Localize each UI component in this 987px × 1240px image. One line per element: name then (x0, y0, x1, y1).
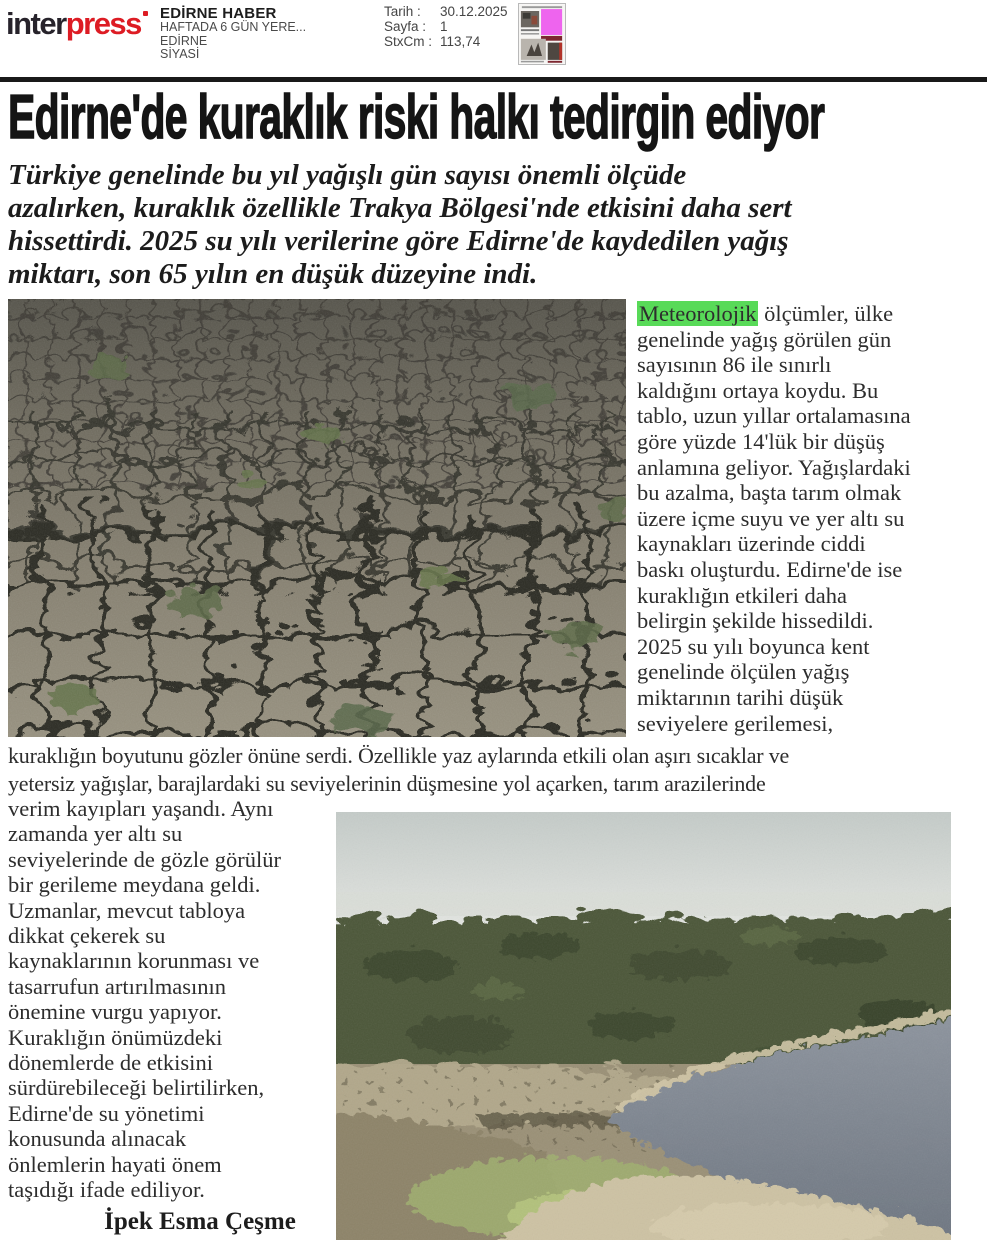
publication-frequency: HAFTADA 6 GÜN YERE... (160, 20, 307, 34)
article-headline: Edirne'de kuraklık riski halkı tedirgin ediyor (8, 83, 825, 152)
meta-row-stxcm (384, 34, 508, 49)
meta-value-stxcm: 113,74 (440, 34, 481, 49)
meta-row-page (384, 19, 508, 34)
meta-value-date: 30.12.2025 (440, 4, 508, 19)
page-thumbnail-image (519, 4, 565, 64)
body-column-right (637, 301, 987, 736)
meta-label-date: Tarih : (384, 4, 421, 19)
meta-value-page: 1 (440, 19, 448, 34)
clipping-meta (384, 4, 508, 49)
article-lede: Türkiye genelinde bu yıl yağışlı gün sayısı önemli ölçüde azalırken, kuraklık özellikle Trakya Bölgesi'nde etkisini daha sert hissettirdi. 2025 su yılı verilerine göre Edirne'de kaydedilen yağış miktarı, son 65 yılın en düşük düzeyine indi. (8, 159, 792, 290)
highlighted-term: Meteorolojik (639, 301, 757, 326)
meta-row-date (384, 4, 508, 19)
drought-cracked-soil-photo (8, 299, 626, 737)
article-byline: İpek Esma Çeşme (104, 1208, 296, 1235)
logo-part-inter: inter (6, 6, 66, 41)
meta-label-stxcm: StxCm : (384, 34, 433, 49)
page-thumbnail[interactable] (518, 3, 566, 65)
body-column-left: verim kayıpları yaşandı. Aynı zamanda yer altı su seviyelerinde de gözle görülür bir gerileme meydana geldi. Uzmanlar, mevcut tabloya dikkat çekerek su kaynaklarının korunması ve tasarrufun artırılmasının önemine vurgu yapıyor. Kuraklığın önümüzdeki dönemlerde de etkisini sürdürebileceği belirtilirken, Edirne'de su yönetimi konusunda alınacak önlemlerin hayati önem taşıdığı ifade ediliyor. (8, 796, 282, 1203)
publication-city: EDİRNE (160, 33, 208, 48)
publication-info (160, 6, 306, 62)
publication-category: SİYASİ (160, 47, 200, 61)
publication-name: EDİRNE HABER (160, 5, 277, 22)
logo-part-press: press (65, 6, 141, 41)
interpress-logo (6, 8, 148, 39)
body-full-width: kuraklığın boyutunu gözler önüne serdi. Özellikle yaz aylarında etkili olan aşırı sıcaklar ve yetersiz yağışlar, barajlardaki su seviyelerinin düşmesine yol açarken, tarım arazilerinde (8, 743, 790, 796)
meta-label-page: Sayfa : (384, 19, 427, 34)
divider-rule (0, 77, 987, 82)
trademark-dot-icon (143, 11, 148, 16)
reservoir-aerial-photo (336, 812, 951, 1240)
body-column-right-text: ölçümler, ülke genelinde yağış görülen gün sayısının 86 ile sınırlı kaldığını ortaya koydu. Bu tablo, uzun yıllar ortalamasına göre yüzde 14'lük bir düşüş anlamına geliyor. Yağışlardaki bu azalma, başta tarım olmak üzere içme suyu ve yer altı su kaynakları üzerinde ciddi baskı oluşturdu. Edirne'de ise kuraklığın etkileri daha belirgin şekilde hissedildi. 2025 su yılı boyunca kent genelinde ölçülen yağış miktarının tarihi düşük seviyelere gerilemesi, (637, 301, 911, 736)
